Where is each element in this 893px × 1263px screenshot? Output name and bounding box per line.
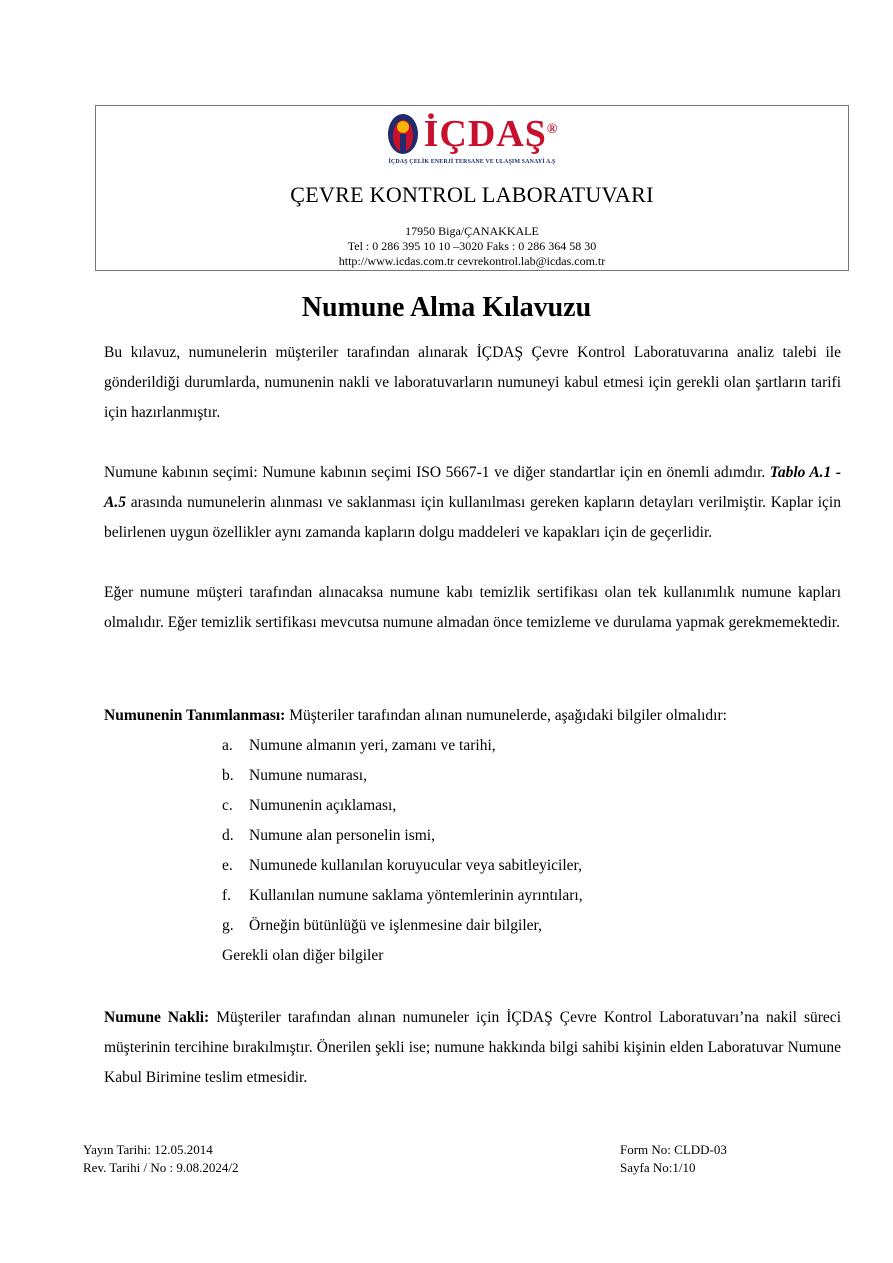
transport-text: Müşteriler tarafından alınan numuneler için İÇDAŞ Çevre Kontrol Laboratuvarı’na nakil süreci müşterinin tercihine bırakılmıştır. Önerilen şekli ise; numune hakkında bilgi sahibi kişinin elden Laboratuvar Numune Kabul Birimine teslim etmesidir.	[104, 1009, 841, 1086]
icdas-emblem-icon	[386, 112, 420, 156]
company-logo	[96, 112, 848, 165]
list-item: g. Örneğin bütünlüğü ve işlenmesine dair bilgiler,	[222, 917, 542, 934]
form-number: Form No: CLDD-03	[620, 1142, 727, 1157]
footer-left	[83, 1141, 238, 1177]
list-item: b. Numune numarası,	[222, 767, 367, 784]
identification-text: Müşteriler tarafından alınan numunelerde, aşağıdaki bilgiler olmalıdır:	[285, 707, 727, 724]
letterhead	[95, 105, 849, 271]
certificate-paragraph: Eğer numune müşteri tarafından alınacaksa numune kabı temizlik sertifikası olan tek kullanımlık numune kapları olmalıdır. Eğer temizlik sertifikası mevcutsa numune almadan önce temizleme ve durulama yapmak gerekmemektedir.	[104, 584, 841, 631]
list-extra-item: Gerekli olan diğer bilgiler	[222, 947, 384, 964]
identification-list	[222, 731, 583, 941]
publish-date: Yayın Tarihi: 12.05.2014	[83, 1142, 213, 1157]
footer-right	[620, 1141, 727, 1177]
page-number: Sayfa No:1/10	[620, 1160, 696, 1175]
list-item: e. Numunede kullanılan koruyucular veya sabitleyiciler,	[222, 857, 582, 874]
container-paragraph	[104, 458, 841, 548]
list-item: f. Kullanılan numune saklama yöntemlerinin ayrıntıları,	[222, 887, 583, 904]
table-reference: Tablo A.1 - A.5	[104, 464, 841, 511]
transport-label: Numune Nakli:	[104, 1009, 210, 1026]
address: 17950 Biga/ÇANAKKALE	[405, 224, 539, 238]
lab-title: ÇEVRE KONTROL LABORATUVARI	[290, 182, 654, 207]
identification-label: Numunenin Tanımlanması:	[104, 707, 286, 724]
document-title: Numune Alma Kılavuzu	[301, 292, 592, 323]
container-text-start: Numune kabının seçimi: Numune kabının seçimi ISO 5667-1 ve diğer standartlar için en önemli adımdır.	[104, 464, 770, 481]
intro-paragraph: Bu kılavuz, numunelerin müşteriler tarafından alınarak İÇDAŞ Çevre Kontrol Laboratuvarına analiz talebi ile gönderildiği durumlarda, numunenin nakli ve laboratuvarların numuneyi kabul etmesi için gerekli olan şartların tarifi için hazırlanmıştır.	[104, 344, 841, 421]
transport-paragraph	[104, 1003, 841, 1093]
company-name: İÇDAŞ ÇELİK ENERJİ TERSANE VE ULAŞIM SANAYİ A.Ş	[388, 159, 556, 165]
list-item: c. Numunenin açıklaması,	[222, 797, 397, 814]
registered-mark: ®	[546, 122, 559, 137]
brand-name: İÇDAŞ®	[423, 113, 559, 155]
list-item: d. Numune alan personelin ismi,	[222, 827, 435, 844]
list-item: a. Numune almanın yeri, zamanı ve tarihi,	[222, 737, 496, 754]
identification-paragraph	[104, 701, 841, 731]
container-text-end: arasında numunelerin alınması ve saklanması için kullanılması gereken kapların detayları verilmiştir. Kaplar için belirlenen uygun özellikler aynı zamanda kapların dolgu maddeleri ve kapakları için de geçerlidir.	[104, 494, 841, 541]
revision-info: Rev. Tarihi / No : 9.08.2024/2	[83, 1160, 239, 1175]
web-email: http://www.icdas.com.tr cevrekontrol.lab@icdas.com.tr	[338, 254, 606, 268]
phone-fax: Tel : 0 286 395 10 10 –3020 Faks : 0 286 364 58 30	[347, 239, 597, 253]
